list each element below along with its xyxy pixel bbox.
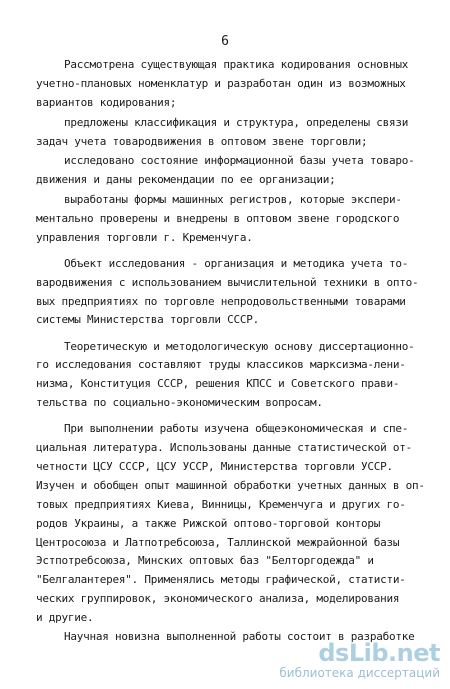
text-line: Рассмотрена существующая практика кодирования основных (64, 58, 409, 71)
watermark-logo: dsLib.net (318, 639, 440, 667)
watermark-subtitle: библиотека диссертаций (279, 666, 440, 680)
text-line: учетно-плановых номенклатур и разработан один из возможных (36, 76, 406, 90)
text-line: Теоретическую и методологическую основу диссертационно- (64, 339, 415, 353)
text-line: вародвижения с использованием вычислительной техники в опто- (36, 275, 419, 289)
text-line: низма, Конституция СССР, решения КПСС и Советского прави- (36, 377, 400, 391)
text-line: Эстпотребсоюза, Минских оптовых баз "Белторгодежда" и (36, 554, 374, 568)
text-line: исследовано состояние информационной базы учета товаро- (64, 154, 415, 168)
text-line: Научная новизна выполненной работы состоит в разработке (64, 630, 415, 643)
text-line: вых предприятиях по торговле непродовольственными товарами (36, 294, 406, 308)
text-line: четности ЦСУ СССР, ЦСУ УССР, Министерства торговли УССР. (36, 460, 393, 474)
text-line: го исследования составляют труды классиков марксизма-лени- (36, 358, 406, 372)
text-line: родов Украины, а также Рижской оптово-торговой конторы (36, 516, 381, 530)
text-line: вариантов кодирования; (36, 95, 177, 109)
text-line: Центросоюза и Латпотребсоюза, Таллинской межрайонной базы (36, 535, 400, 549)
text-line: и другие. (36, 611, 94, 625)
text-line: предложены классификация и структура, определены связи (64, 116, 409, 130)
text-line: При выполнении работы изучена общеэкономическая и спе- (64, 422, 409, 436)
text-line: задач учета товародвижения в оптовом звене торговли; (36, 135, 368, 149)
watermark (250, 639, 440, 681)
text-line: системы Министерства торговли СССР. (36, 313, 260, 327)
page-number: 6 (221, 34, 229, 49)
text-line: управления торговли г. Кременчуга. (36, 230, 253, 244)
text-line: выработаны формы машинных регистров, которые экспери- (64, 192, 402, 206)
text-line: товых предприятиях Киева, Винницы, Кременчуга и других го- (36, 497, 406, 511)
text-line: движения и даны рекомендации по ее организации; (36, 173, 336, 187)
text-line: ческих группировок, экономического анализа, моделирования (36, 592, 400, 606)
text-line: циальная литература. Использованы данные статистической от- (36, 441, 412, 455)
text-line: тельства по социально-экономическим вопросам. (36, 396, 323, 410)
text-line: Изучен и обобщен опыт машинной обработки учетных данных в оп- (36, 478, 425, 492)
text-line: Объект исследования - организация и методика учета то- (64, 256, 409, 270)
text-line: ментально проверены и внедрены в оптовом звене городского (36, 211, 400, 225)
text-line: "Белгалантерея". Применялись методы графической, статисти- (36, 573, 406, 587)
